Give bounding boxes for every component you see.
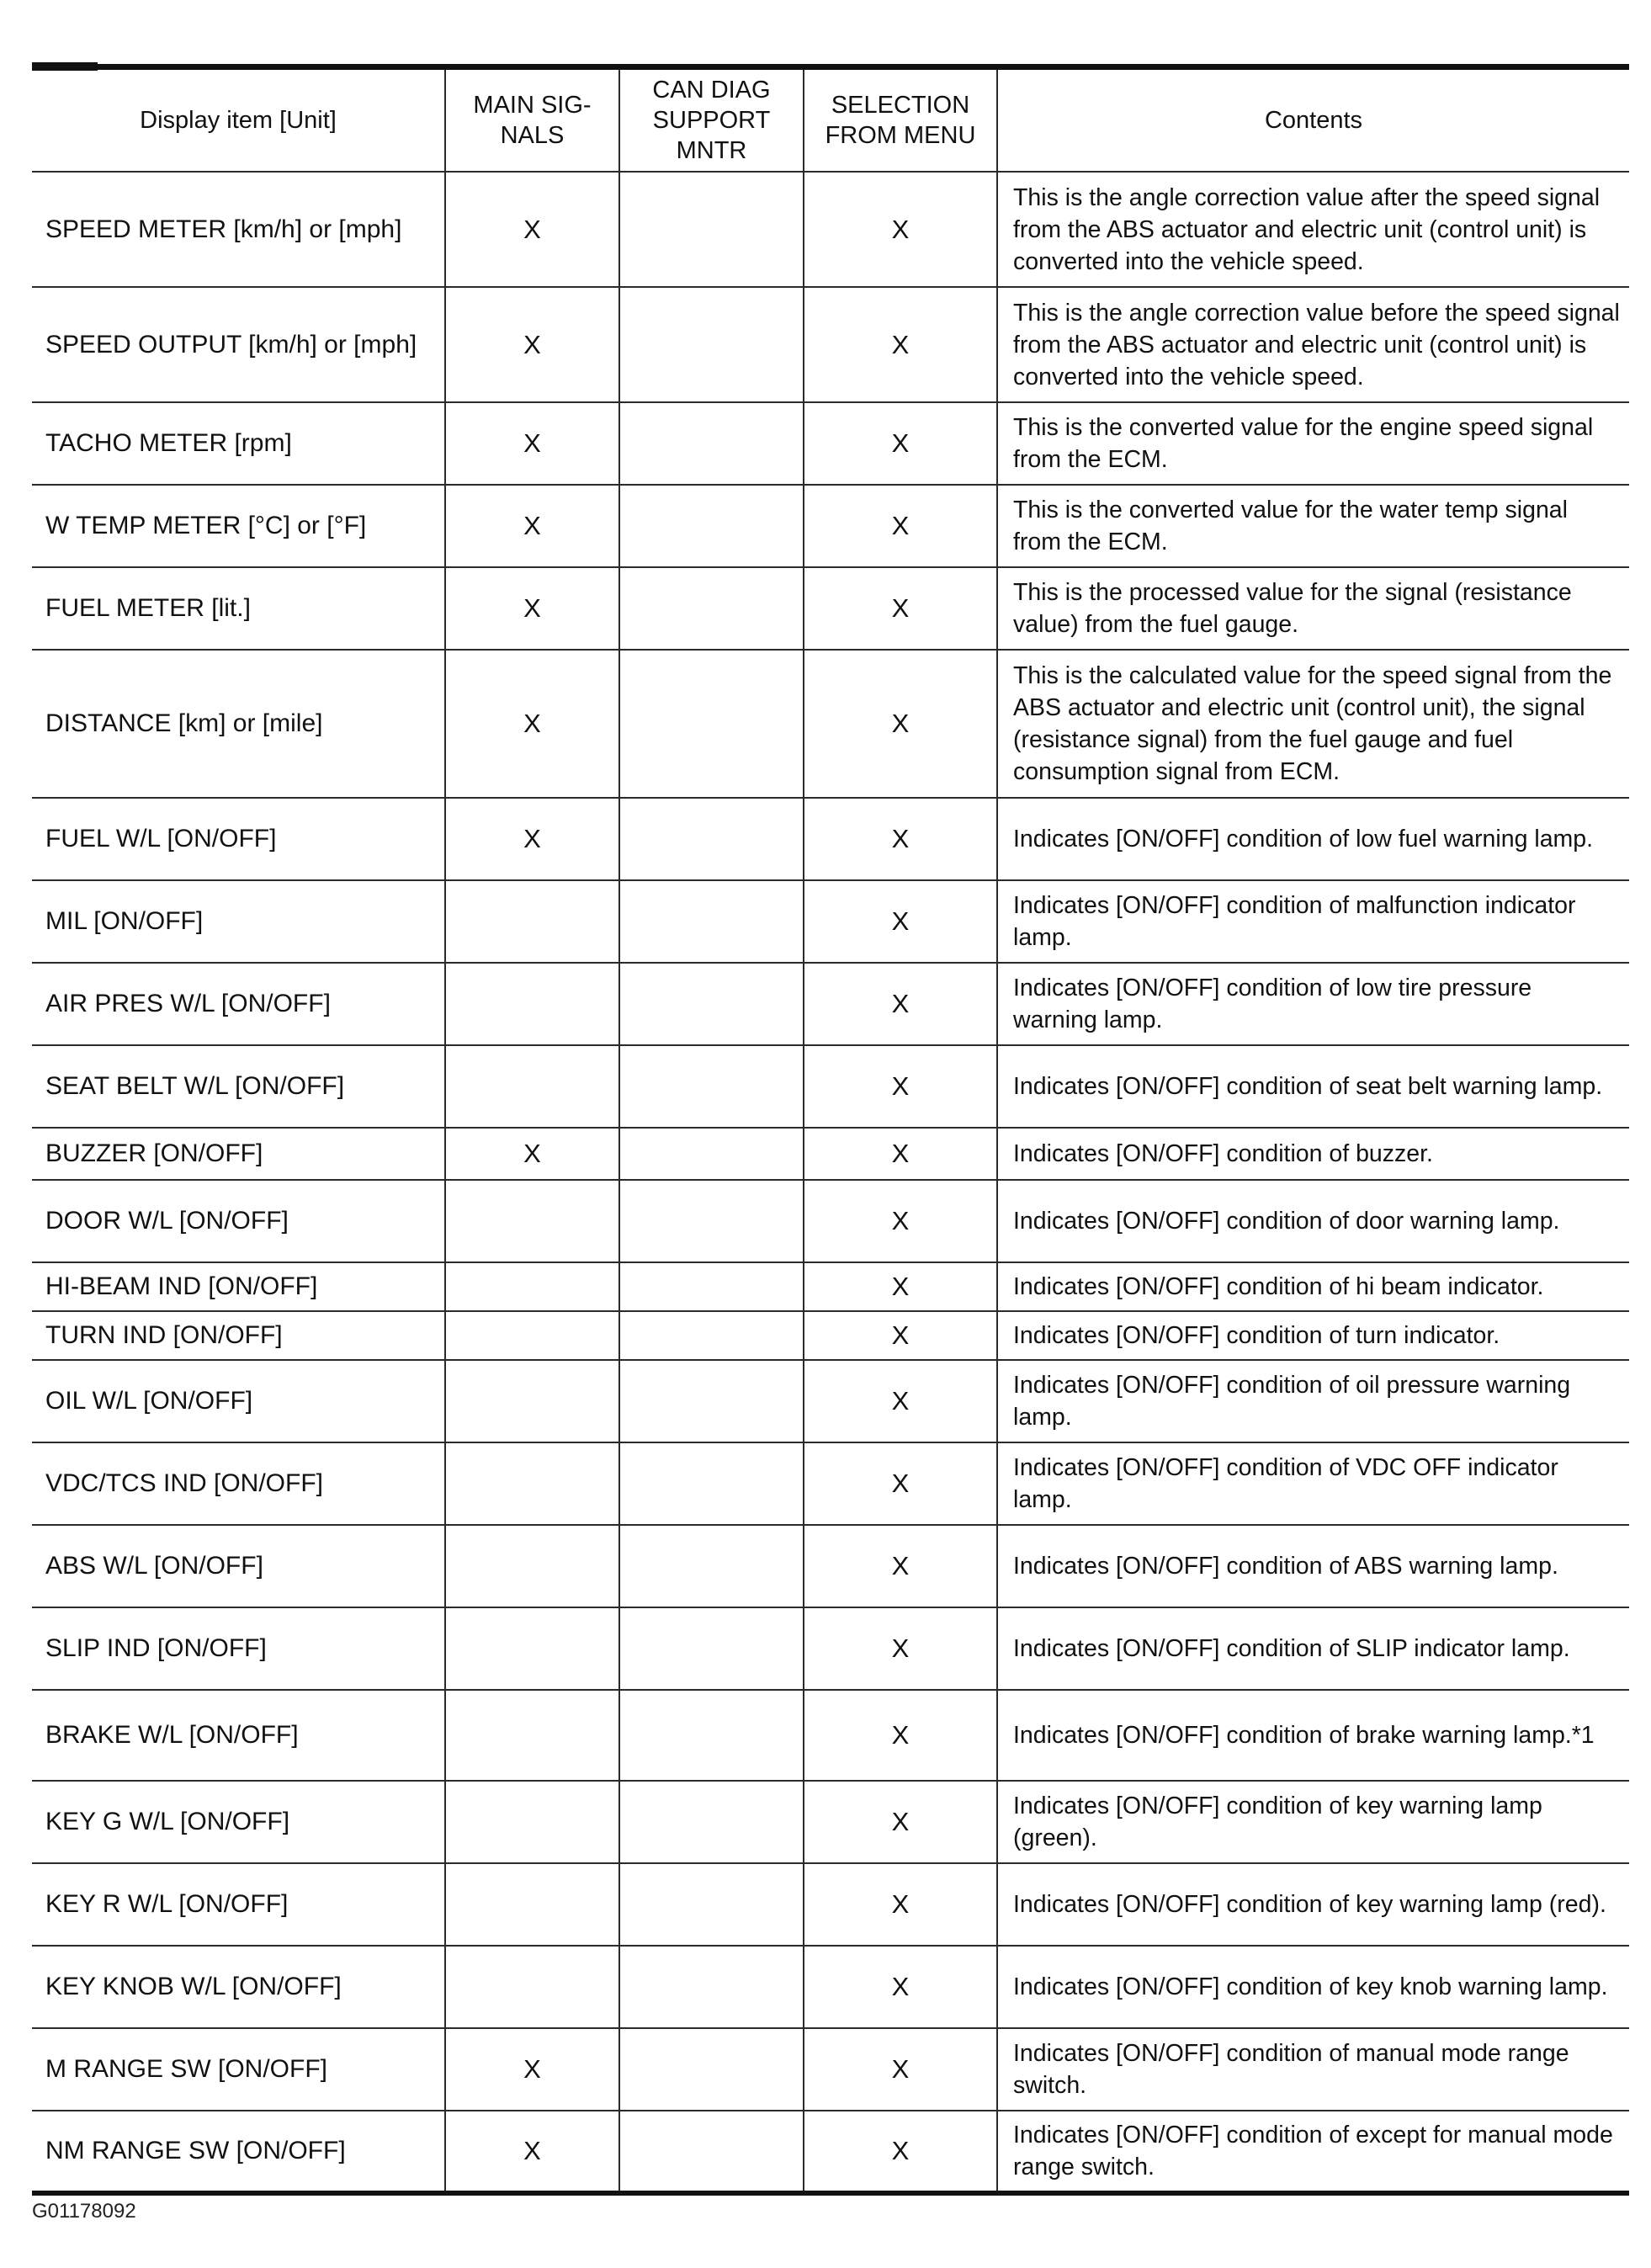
cell-contents: Indicates [ON/OFF] condition of SLIP indicator lamp. [997, 1607, 1629, 1690]
cell-contents: This is the angle correction value before the speed signal from the ABS actuator and electric unit (control unit) is converted into the vehicle speed. [997, 287, 1629, 402]
cell-main-signals [445, 1262, 619, 1311]
cell-contents: Indicates [ON/OFF] condition of oil pressure warning lamp. [997, 1360, 1629, 1442]
cell-display-item: TURN IND [ON/OFF] [32, 1311, 445, 1360]
table-row [32, 1180, 1629, 1262]
cell-can-diag-support-mntr [619, 1525, 804, 1607]
cell-contents: Indicates [ON/OFF] condition of buzzer. [997, 1128, 1629, 1180]
cell-selection-from-menu: X [804, 963, 997, 1045]
cell-selection-from-menu: X [804, 1442, 997, 1525]
cell-can-diag-support-mntr [619, 650, 804, 798]
table-row [32, 287, 1629, 402]
header-display-item: Display item [Unit] [32, 70, 445, 172]
cell-display-item: FUEL METER [lit.] [32, 567, 445, 650]
header-main-signals: MAIN SIG- NALS [445, 70, 619, 172]
cell-contents: Indicates [ON/OFF] condition of seat belt warning lamp. [997, 1045, 1629, 1128]
table-row [32, 1863, 1629, 1946]
cell-selection-from-menu: X [804, 2028, 997, 2111]
cell-contents: Indicates [ON/OFF] condition of ABS warning lamp. [997, 1525, 1629, 1607]
table-row [32, 567, 1629, 650]
cell-main-signals [445, 963, 619, 1045]
cell-display-item: AIR PRES W/L [ON/OFF] [32, 963, 445, 1045]
header-selection-from-menu: SELECTION FROM MENU [804, 70, 997, 172]
cell-display-item: SEAT BELT W/L [ON/OFF] [32, 1045, 445, 1128]
cell-can-diag-support-mntr [619, 2111, 804, 2193]
cell-contents: Indicates [ON/OFF] condition of brake warning lamp.*1 [997, 1690, 1629, 1781]
cell-main-signals: X [445, 1128, 619, 1180]
cell-contents: Indicates [ON/OFF] condition of manual mode range switch. [997, 2028, 1629, 2111]
cell-display-item: KEY KNOB W/L [ON/OFF] [32, 1946, 445, 2028]
cell-contents: Indicates [ON/OFF] condition of key warning lamp (green). [997, 1781, 1629, 1863]
cell-main-signals [445, 1946, 619, 2028]
cell-display-item: OIL W/L [ON/OFF] [32, 1360, 445, 1442]
cell-can-diag-support-mntr [619, 402, 804, 485]
cell-main-signals: X [445, 567, 619, 650]
cell-display-item: SPEED METER [km/h] or [mph] [32, 172, 445, 287]
cell-display-item: M RANGE SW [ON/OFF] [32, 2028, 445, 2111]
cell-main-signals [445, 1442, 619, 1525]
cell-can-diag-support-mntr [619, 798, 804, 880]
cell-display-item: KEY G W/L [ON/OFF] [32, 1781, 445, 1863]
cell-main-signals: X [445, 2028, 619, 2111]
cell-contents: This is the converted value for the water temp signal from the ECM. [997, 485, 1629, 567]
cell-selection-from-menu: X [804, 1607, 997, 1690]
header-contents: Contents [997, 70, 1629, 172]
cell-selection-from-menu: X [804, 287, 997, 402]
cell-selection-from-menu: X [804, 1360, 997, 1442]
cell-contents: Indicates [ON/OFF] condition of except for manual mode range switch. [997, 2111, 1629, 2193]
cell-can-diag-support-mntr [619, 1946, 804, 2028]
cell-contents: Indicates [ON/OFF] condition of low tire pressure warning lamp. [997, 963, 1629, 1045]
table-row [32, 1946, 1629, 2028]
table-row [32, 1442, 1629, 1525]
table-row [32, 1690, 1629, 1781]
cell-display-item: BRAKE W/L [ON/OFF] [32, 1690, 445, 1781]
cell-display-item: W TEMP METER [°C] or [°F] [32, 485, 445, 567]
table-row [32, 1262, 1629, 1311]
cell-can-diag-support-mntr [619, 1607, 804, 1690]
cell-selection-from-menu: X [804, 402, 997, 485]
cell-selection-from-menu: X [804, 172, 997, 287]
cell-display-item: HI-BEAM IND [ON/OFF] [32, 1262, 445, 1311]
table-row [32, 2111, 1629, 2193]
cell-contents: Indicates [ON/OFF] condition of malfunction indicator lamp. [997, 880, 1629, 963]
cell-can-diag-support-mntr [619, 1180, 804, 1262]
cell-selection-from-menu: X [804, 1525, 997, 1607]
cell-contents: Indicates [ON/OFF] condition of VDC OFF indicator lamp. [997, 1442, 1629, 1525]
table-row [32, 1607, 1629, 1690]
cell-main-signals: X [445, 287, 619, 402]
table-row [32, 1045, 1629, 1128]
cell-selection-from-menu: X [804, 880, 997, 963]
cell-selection-from-menu: X [804, 1946, 997, 2028]
table-row [32, 1781, 1629, 1863]
cell-contents: Indicates [ON/OFF] condition of door warning lamp. [997, 1180, 1629, 1262]
cell-selection-from-menu: X [804, 1311, 997, 1360]
cell-display-item: ABS W/L [ON/OFF] [32, 1525, 445, 1607]
cell-main-signals [445, 1690, 619, 1781]
cell-can-diag-support-mntr [619, 1262, 804, 1311]
cell-selection-from-menu: X [804, 485, 997, 567]
cell-selection-from-menu: X [804, 650, 997, 798]
table-row [32, 1360, 1629, 1442]
cell-can-diag-support-mntr [619, 1360, 804, 1442]
table-row [32, 963, 1629, 1045]
cell-can-diag-support-mntr [619, 287, 804, 402]
table-row [32, 1128, 1629, 1180]
table-header-row [32, 70, 1629, 172]
table-row [32, 2028, 1629, 2111]
cell-main-signals: X [445, 402, 619, 485]
table-row [32, 798, 1629, 880]
cell-main-signals: X [445, 798, 619, 880]
cell-can-diag-support-mntr [619, 1128, 804, 1180]
cell-selection-from-menu: X [804, 1045, 997, 1128]
cell-contents: Indicates [ON/OFF] condition of hi beam indicator. [997, 1262, 1629, 1311]
cell-main-signals [445, 880, 619, 963]
cell-display-item: NM RANGE SW [ON/OFF] [32, 2111, 445, 2193]
table-row [32, 650, 1629, 798]
cell-display-item: MIL [ON/OFF] [32, 880, 445, 963]
cell-contents: Indicates [ON/OFF] condition of key warning lamp (red). [997, 1863, 1629, 1946]
figure-id: G01178092 [32, 2200, 136, 2223]
cell-can-diag-support-mntr [619, 485, 804, 567]
cell-main-signals [445, 1863, 619, 1946]
cell-selection-from-menu: X [804, 1128, 997, 1180]
cell-display-item: KEY R W/L [ON/OFF] [32, 1863, 445, 1946]
cell-main-signals [445, 1311, 619, 1360]
cell-main-signals: X [445, 172, 619, 287]
cell-can-diag-support-mntr [619, 1442, 804, 1525]
cell-display-item: DOOR W/L [ON/OFF] [32, 1180, 445, 1262]
cell-main-signals [445, 1607, 619, 1690]
cell-can-diag-support-mntr [619, 567, 804, 650]
cell-selection-from-menu: X [804, 1262, 997, 1311]
cell-display-item: TACHO METER [rpm] [32, 402, 445, 485]
cell-contents: Indicates [ON/OFF] condition of low fuel warning lamp. [997, 798, 1629, 880]
cell-contents: Indicates [ON/OFF] condition of key knob warning lamp. [997, 1946, 1629, 2028]
cell-main-signals [445, 1781, 619, 1863]
cell-main-signals: X [445, 485, 619, 567]
table-row [32, 1525, 1629, 1607]
table-row [32, 1311, 1629, 1360]
table-body [32, 172, 1629, 2193]
table-row [32, 485, 1629, 567]
cell-selection-from-menu: X [804, 1863, 997, 1946]
cell-main-signals [445, 1360, 619, 1442]
cell-can-diag-support-mntr [619, 1781, 804, 1863]
cell-can-diag-support-mntr [619, 2028, 804, 2111]
cell-main-signals: X [445, 2111, 619, 2193]
cell-display-item: FUEL W/L [ON/OFF] [32, 798, 445, 880]
cell-main-signals [445, 1045, 619, 1128]
cell-display-item: DISTANCE [km] or [mile] [32, 650, 445, 798]
cell-contents: This is the processed value for the signal (resistance value) from the fuel gauge. [997, 567, 1629, 650]
display-item-table [32, 70, 1629, 2196]
cell-can-diag-support-mntr [619, 172, 804, 287]
cell-main-signals [445, 1525, 619, 1607]
cell-display-item: SPEED OUTPUT [km/h] or [mph] [32, 287, 445, 402]
cell-contents: This is the converted value for the engine speed signal from the ECM. [997, 402, 1629, 485]
cell-can-diag-support-mntr [619, 880, 804, 963]
cell-display-item: BUZZER [ON/OFF] [32, 1128, 445, 1180]
cell-selection-from-menu: X [804, 2111, 997, 2193]
top-rule [32, 64, 1629, 70]
cell-can-diag-support-mntr [619, 1690, 804, 1781]
cell-contents: Indicates [ON/OFF] condition of turn indicator. [997, 1311, 1629, 1360]
cell-selection-from-menu: X [804, 1690, 997, 1781]
cell-selection-from-menu: X [804, 1180, 997, 1262]
cell-selection-from-menu: X [804, 567, 997, 650]
cell-main-signals [445, 1180, 619, 1262]
table-row [32, 402, 1629, 485]
cell-can-diag-support-mntr [619, 1045, 804, 1128]
cell-display-item: SLIP IND [ON/OFF] [32, 1607, 445, 1690]
cell-main-signals: X [445, 650, 619, 798]
cell-contents: This is the calculated value for the speed signal from the ABS actuator and electric unit (control unit), the signal (resistance signal) from the fuel gauge and fuel consumption signal from ECM. [997, 650, 1629, 798]
cell-selection-from-menu: X [804, 798, 997, 880]
header-can-diag-support-mntr: CAN DIAG SUPPORT MNTR [619, 70, 804, 172]
cell-display-item: VDC/TCS IND [ON/OFF] [32, 1442, 445, 1525]
cell-can-diag-support-mntr [619, 1863, 804, 1946]
table-row [32, 172, 1629, 287]
cell-contents: This is the angle correction value after the speed signal from the ABS actuator and electric unit (control unit) is converted into the vehicle speed. [997, 172, 1629, 287]
cell-selection-from-menu: X [804, 1781, 997, 1863]
cell-can-diag-support-mntr [619, 963, 804, 1045]
cell-can-diag-support-mntr [619, 1311, 804, 1360]
table-row [32, 880, 1629, 963]
